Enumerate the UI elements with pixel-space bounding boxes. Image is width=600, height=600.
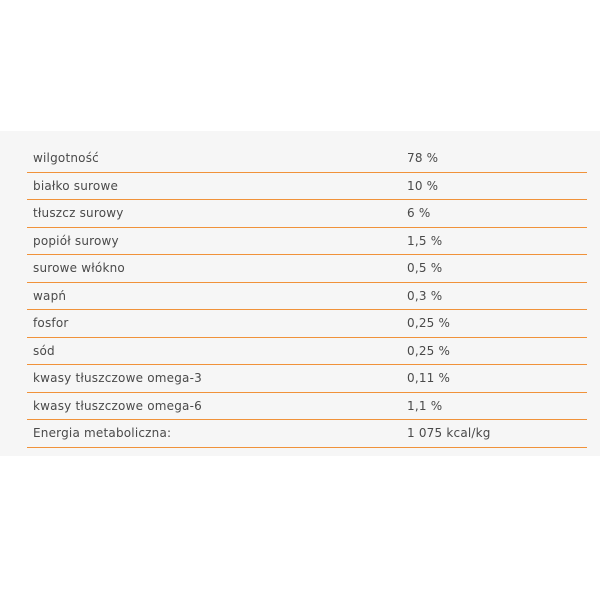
row-label: białko surowe bbox=[33, 178, 119, 193]
row-value: 1,5 % bbox=[407, 233, 443, 248]
table-row bbox=[27, 420, 587, 448]
row-label: sód bbox=[33, 343, 55, 358]
row-label: surowe włókno bbox=[33, 261, 125, 275]
table-row bbox=[27, 393, 587, 421]
table-row bbox=[27, 283, 587, 311]
row-label: kwasy tłuszczowe omega-6 bbox=[33, 398, 202, 413]
table-row bbox=[27, 173, 587, 201]
table-row bbox=[27, 145, 587, 173]
row-label: fosfor bbox=[33, 316, 69, 330]
row-value: 1,1 % bbox=[407, 398, 443, 413]
row-value: 0,3 % bbox=[407, 288, 443, 303]
row-value: 78 % bbox=[407, 151, 439, 165]
row-label: tłuszcz surowy bbox=[33, 206, 124, 220]
row-value: 1 075 kcal/kg bbox=[407, 426, 491, 440]
table-row bbox=[27, 365, 587, 393]
table-row bbox=[27, 338, 587, 366]
row-value: 10 % bbox=[407, 178, 439, 193]
row-value: 6 % bbox=[407, 206, 431, 220]
row-value: 0,11 % bbox=[407, 371, 451, 385]
row-label: Energia metaboliczna: bbox=[33, 426, 172, 440]
row-label: wapń bbox=[33, 288, 67, 303]
nutrition-table bbox=[27, 145, 587, 448]
row-label: kwasy tłuszczowe omega-3 bbox=[33, 371, 202, 385]
row-label: popiół surowy bbox=[33, 233, 119, 248]
row-value: 0,25 % bbox=[407, 343, 451, 358]
row-value: 0,5 % bbox=[407, 261, 443, 275]
row-value: 0,25 % bbox=[407, 316, 451, 330]
row-label: wilgotność bbox=[33, 151, 99, 165]
table-row bbox=[27, 228, 587, 256]
table-row bbox=[27, 310, 587, 338]
table-row bbox=[27, 200, 587, 228]
table-row bbox=[27, 255, 587, 283]
